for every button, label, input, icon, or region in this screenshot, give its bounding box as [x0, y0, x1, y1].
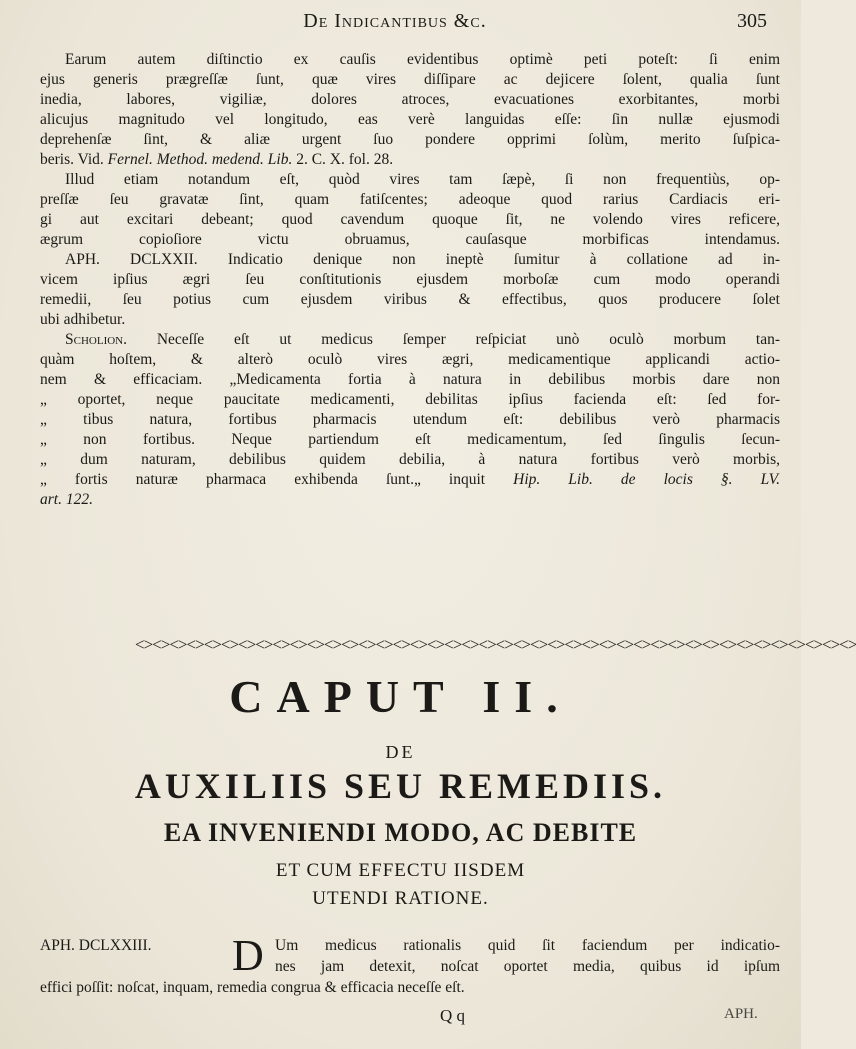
text-line [40, 330, 780, 350]
paragraph-scholion [40, 330, 780, 510]
text-line: APH. DCLXXII. Indicatio denique non ineptè ſumitur à collatione ad in- [65, 251, 780, 268]
text-line: inedia, labores, vigiliæ, dolores atroces, evacuationes exorbitantes, morbi [40, 91, 780, 108]
catchword: APH. [724, 1006, 758, 1022]
text-line [40, 150, 780, 170]
paragraph-1 [40, 50, 780, 170]
text-line: quàm hoſtem, & alterò oculò vires ægri, medicamentique applicandi actio- [40, 351, 780, 368]
chapter-de: DE [385, 742, 416, 762]
paragraph-3 [40, 250, 780, 330]
text-segment: „ fortis naturæ pharmaca exhibenda ſunt.„ inquit [40, 471, 514, 488]
paragraph-2 [40, 170, 780, 250]
citation: Hip. Lib. de locis §. LV. [513, 471, 780, 488]
text-line [40, 490, 780, 510]
text-line: deprehenſæ ſint, & aliæ urgent ſuo pondere opprimi ſolùm, merito ſuſpica- [40, 131, 780, 148]
citation: Fernel. Method. medend. Lib. [107, 151, 293, 168]
chapter-subtitle-3: UTENDI RATIONE. [312, 888, 489, 909]
text-line: alicujus magnitudo vel longitudo, eas verè languidas eſſe: ſin nullæ ejusmodi [40, 111, 780, 128]
ornamental-rule: <><><><><><><><><><><><><><><><><><><><><><><><><><><><><><><><><><><><><><><><><><> [135, 635, 856, 654]
text-line: nes jam detexit, noſcat oportet media, quibus id ipſum [275, 958, 780, 975]
chapter-subtitle-2: ET CUM EFFECTU IISDEM [275, 860, 526, 881]
text-line: „ tibus natura, fortibus pharmacis utendum eſt: debilibus verò pharmacis [40, 411, 780, 428]
text-line: nem & efficaciam. „Medicamenta fortia à natura in debilibus morbis dare non [40, 371, 780, 388]
text-line: Um medicus rationalis quid ſit faciendum per indicatio- [275, 937, 780, 954]
body-text [40, 50, 780, 510]
page-number: 305 [737, 10, 767, 32]
text-line: effici poſſit: noſcat, inquam, remedia congrua & efficacia neceſſe eſt. [40, 979, 465, 996]
running-head [0, 10, 801, 40]
chapter-heading: CAPUT II. [229, 671, 572, 722]
text-line: „ non fortibus. Neque partiendum eſt medicamentum, ſed ſingulis ſecun- [40, 431, 780, 448]
drop-capital: D [232, 931, 264, 980]
text-segment: Neceſſe eſt ut medicus ſemper reſpiciat unò oculò morbum tan- [127, 331, 780, 348]
text-line [40, 470, 780, 490]
text-line: ægrum copioſiore victu obruamus, cauſasque morbificas intendamus. [40, 231, 780, 248]
text-line: Earum autem diſtinctio ex cauſis evidentibus optimè peti poteſt: ſi enim [65, 51, 780, 68]
text-segment: 2. C. X. fol. 28. [292, 151, 394, 168]
text-line: „ dum naturam, debilibus quidem debilia, à natura fortibus verò morbis, [40, 451, 780, 468]
running-title: De Indicantibus &c. [303, 10, 487, 32]
text-line: Illud etiam notandum eſt, quòd vires tam ſæpè, ſi non frequentiùs, op- [65, 171, 780, 188]
chapter-subtitle-1: EA INVENIENDI MODO, AC DEBITE [163, 818, 638, 847]
text-line: gi aut excitari debeant; quod cavendum quoque ſit, ne volendo vires reficere, [40, 211, 780, 228]
chapter-title: AUXILIIS SEU REMEDIIS. [134, 766, 667, 806]
signature-mark: Q q [440, 1006, 466, 1025]
text-line: vicem ipſius ægri ſeu conſtitutionis ejusdem morboſæ cum modo operandi [40, 271, 780, 288]
text-line: „ oportet, neque paucitate medicamenti, debilitas ipſius facienda eſt: ſed for- [40, 391, 780, 408]
text-line: remedii, ſeu potius cum ejusdem viribus & effectibus, quos producere ſolet [40, 291, 780, 308]
text-line: ejus generis prægreſſæ ſunt, quæ vires diſſipare ac dejicere ſolent, qualia ſunt [40, 71, 780, 88]
citation: art. 122. [40, 491, 93, 508]
text-segment: beris. Vid. [40, 151, 108, 168]
aphorism-label: APH. DCLXXIII. [40, 937, 152, 954]
text-line: ubi adhibetur. [40, 311, 126, 328]
text-line: preſſæ ſeu gravatæ ſint, quam fatiſcentes; adeoque quod rarius Cardiacis eri- [40, 191, 780, 208]
scholion-label: Scholion. [65, 331, 127, 348]
